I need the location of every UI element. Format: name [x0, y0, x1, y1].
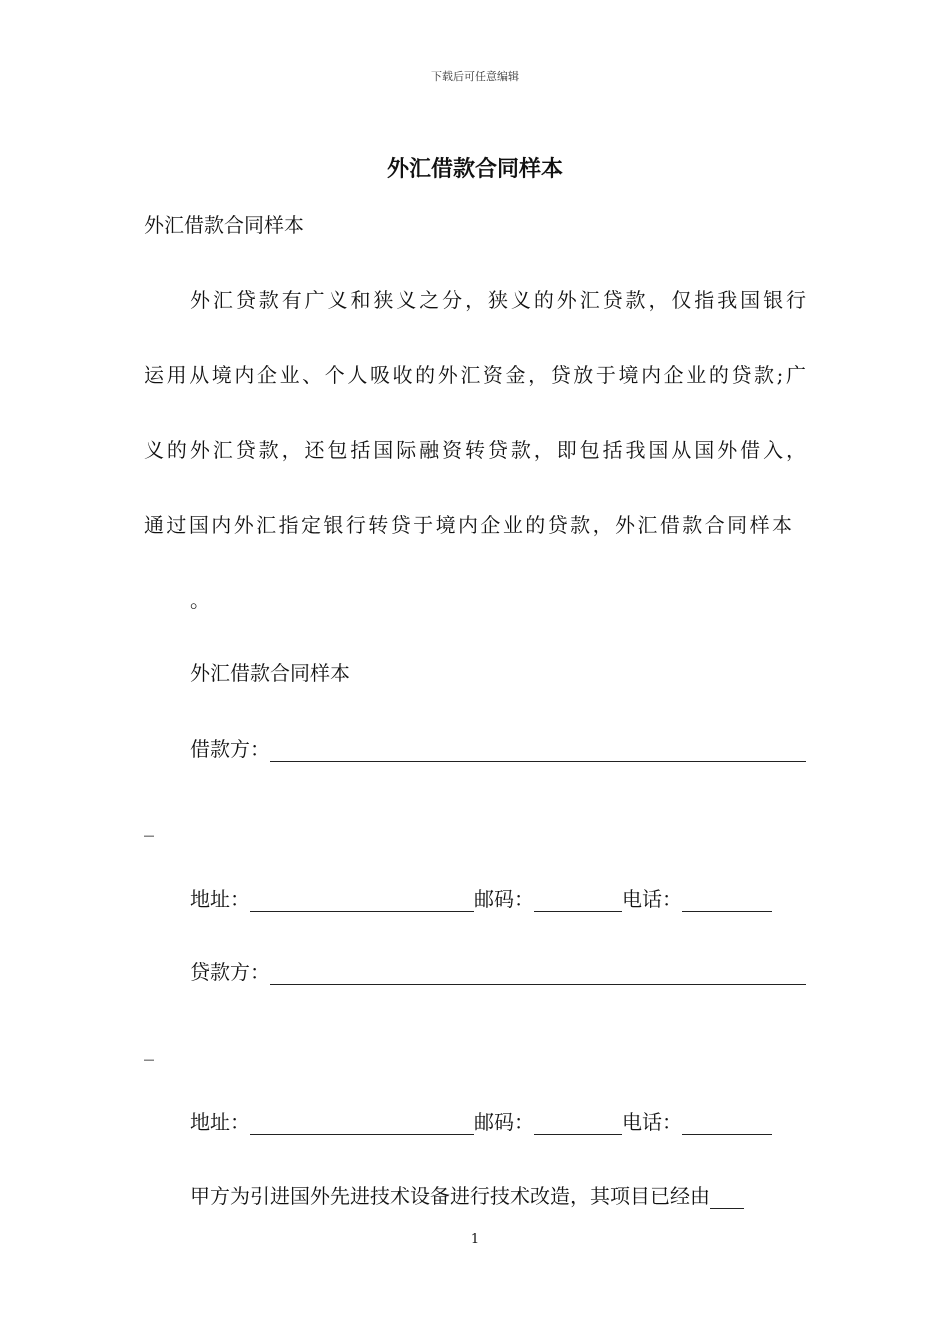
document-subtitle: 外汇借款合同样本 [144, 213, 304, 237]
borrower-overflow: _ [144, 813, 154, 837]
clause-text: 甲方为引进国外先进技术设备进行技术改造，其项目已经由 [190, 1184, 710, 1208]
intro-line-3: 义的外汇贷款，还包括国际融资转贷款，即包括我国从国外借入， [144, 438, 806, 462]
intro-end-punctuation: 。 [190, 588, 210, 612]
intro-line-2: 运用从境内企业、个人吸收的外汇资金，贷放于境内企业的贷款;广 [144, 363, 806, 387]
lender-label: 贷款方： [190, 960, 270, 984]
borrower-phone-label: 电话： [622, 887, 682, 911]
borrower-line [190, 736, 806, 762]
clause-line [190, 1183, 744, 1209]
borrower-label: 借款方： [190, 737, 270, 761]
lender-postcode-blank[interactable] [534, 1112, 622, 1135]
page-number: 1 [470, 1232, 480, 1247]
borrower-postcode-blank[interactable] [534, 889, 622, 912]
lender-address-blank[interactable] [250, 1112, 474, 1135]
lender-overflow: _ [144, 1037, 154, 1061]
lender-blank[interactable] [270, 962, 806, 985]
clause-blank[interactable] [710, 1186, 744, 1209]
document-title: 外汇借款合同样本 [386, 156, 563, 182]
intro-line-4: 通过国内外汇指定银行转贷于境内企业的贷款，外汇借款合同样本 [144, 513, 792, 537]
lender-postcode-label: 邮码： [474, 1110, 534, 1134]
borrower-address-label: 地址： [190, 887, 250, 911]
header-note: 下载后可任意编辑 [431, 70, 519, 83]
lender-contact-line [190, 1109, 772, 1135]
borrower-blank[interactable] [270, 739, 806, 762]
borrower-address-blank[interactable] [250, 889, 474, 912]
lender-address-label: 地址： [190, 1110, 250, 1134]
borrower-contact-line [190, 886, 772, 912]
lender-phone-label: 电话： [622, 1110, 682, 1134]
borrower-postcode-label: 邮码： [474, 887, 534, 911]
lender-line [190, 959, 806, 985]
borrower-phone-blank[interactable] [682, 889, 772, 912]
lender-phone-blank[interactable] [682, 1112, 772, 1135]
section-heading: 外汇借款合同样本 [190, 661, 350, 685]
intro-line-1: 外汇贷款有广义和狭义之分，狭义的外汇贷款，仅指我国银行 [190, 288, 806, 312]
